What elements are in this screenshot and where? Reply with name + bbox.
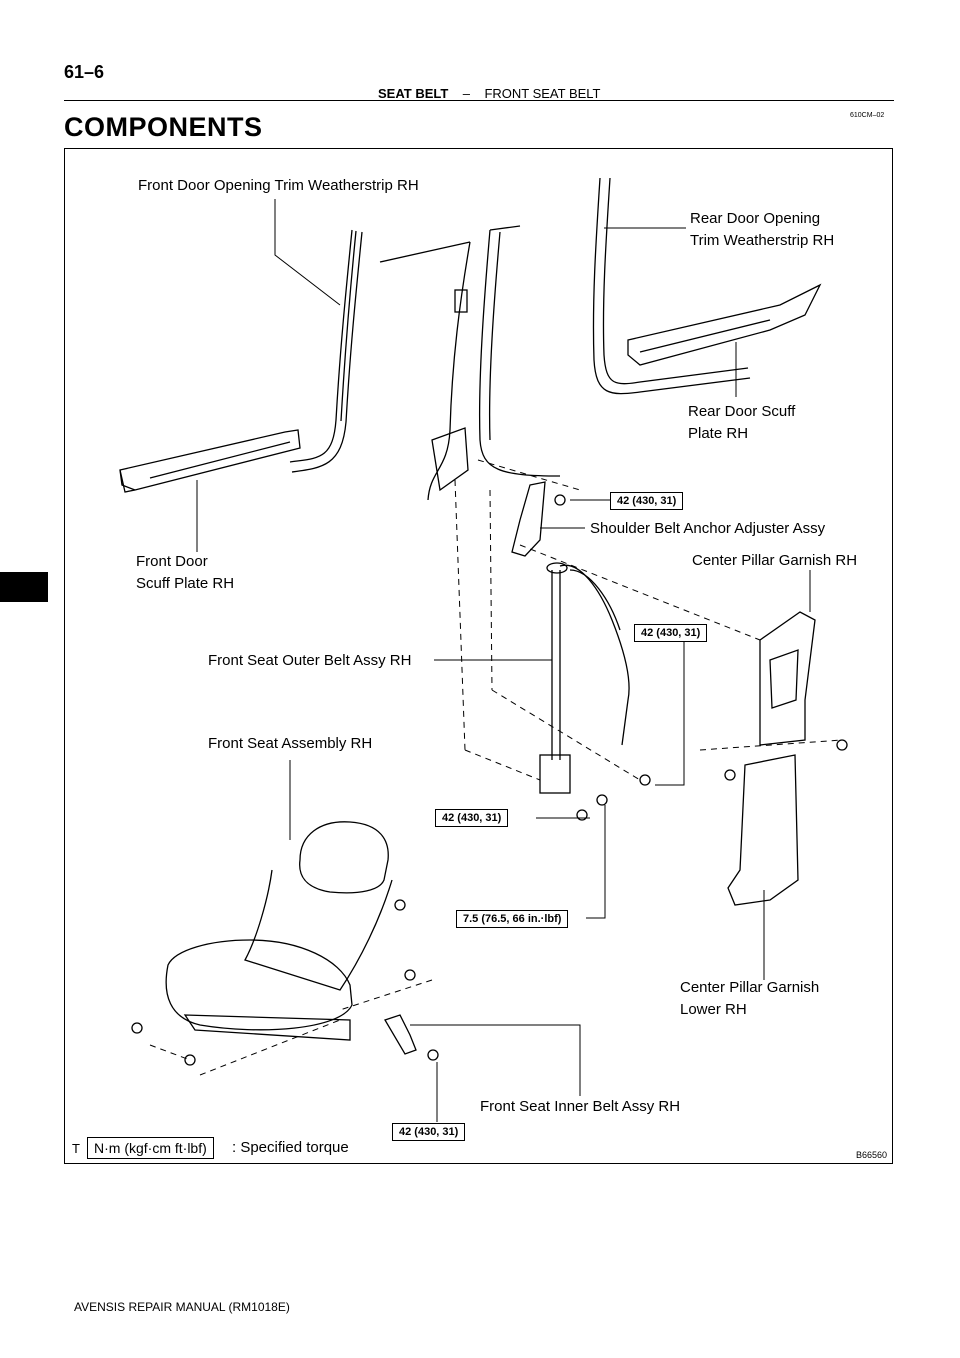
header-separator: – [462,86,470,101]
shoulder-belt-anchor-adjuster [512,482,565,556]
page-number: 61–6 [64,62,105,82]
torque-anchor-bolt: 42 (430, 31) [610,492,683,510]
center-pillar-garnish-lower [728,755,798,905]
label-front-inner-belt: Front Seat Inner Belt Assy RH [480,1098,681,1115]
front-seat-inner-belt [385,1015,438,1060]
torque-inner-belt: 42 (430, 31) [392,1123,465,1141]
rear-door-scuff-plate [628,285,820,365]
label-front-door-scuff-1: Front Door [136,553,208,570]
page-title: COMPONENTS [64,112,263,142]
legend-text: : Specified torque [232,1139,349,1156]
front-seat-assembly [132,822,415,1065]
label-front-seat-assembly: Front Seat Assembly RH [208,735,373,752]
torque-t-mark: T [72,1141,80,1156]
doc-code: 610CM–02 [850,112,885,119]
label-center-pillar-lower-1: Center Pillar Garnish [680,979,820,996]
label-shoulder-anchor: Shoulder Belt Anchor Adjuster Assy [590,520,826,537]
label-rear-door-opening-trim-2: Trim Weatherstrip RH [690,232,835,249]
torque-retractor-small: 7.5 (76.5, 66 in.·lbf) [456,910,568,928]
torque-retractor-lower: 42 (430, 31) [435,809,508,827]
label-rear-door-scuff-1: Rear Door Scuff [688,403,796,420]
header-section: SEAT BELT [378,86,449,101]
center-pillar-garnish [725,612,847,780]
label-rear-door-opening-trim-1: Rear Door Opening [690,210,821,227]
torque-retractor-upper: 42 (430, 31) [634,624,707,642]
label-center-pillar-garnish: Center Pillar Garnish RH [692,552,858,569]
header-subsection: FRONT SEAT BELT [484,86,601,101]
label-front-door-scuff-2: Scuff Plate RH [136,575,235,592]
footer: AVENSIS REPAIR MANUAL (RM1018E) [74,1300,290,1314]
label-front-outer-belt: Front Seat Outer Belt Assy RH [208,652,412,669]
label-rear-door-scuff-2: Plate RH [688,425,749,442]
front-door-opening-trim-weatherstrip [290,230,362,472]
front-seat-outer-belt [540,563,650,820]
legend-unit-box: N·m (kgf·cm ft·lbf) [87,1137,214,1159]
label-center-pillar-lower-2: Lower RH [680,1001,747,1018]
center-pillar-body-outline [380,226,560,500]
figure-code: B66560 [856,1150,888,1160]
front-door-scuff-plate [120,430,300,492]
label-front-door-opening-trim: Front Door Opening Trim Weatherstrip RH [138,177,419,194]
